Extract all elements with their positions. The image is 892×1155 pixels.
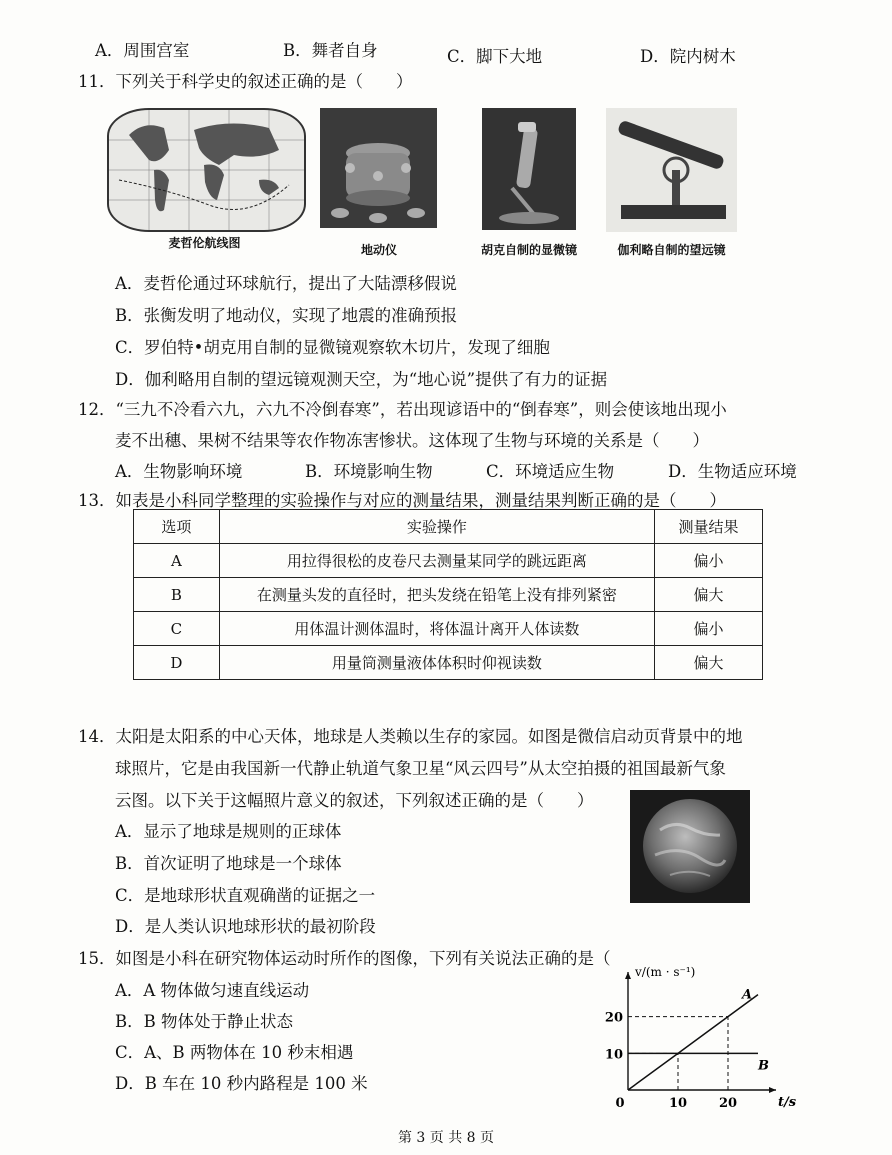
- cell-option: A: [134, 544, 220, 578]
- q10-option-a: A．周围宫室: [95, 41, 190, 60]
- q12-stem-line1: 12．“三九不冷看六九，六九不冷倒春寒”，若出现谚语中的“倒春寒”，则会使该地出现小: [78, 400, 727, 419]
- q10-option-b: B．舞者自身: [283, 41, 378, 60]
- header-operation: 实验操作: [219, 510, 654, 544]
- x-tick-label: 10: [668, 1096, 688, 1111]
- page-footer: 第 3 页 共 8 页: [397, 1130, 495, 1146]
- earth-photo-image: [630, 790, 750, 903]
- q14-option-a: A．显示了地球是规则的正球体: [115, 822, 342, 841]
- q12-stem-line2: 麦不出穗、果树不结果等农作物冻害惨状。这体现了生物与环境的关系是（ ）: [115, 431, 709, 450]
- table-row: [134, 544, 763, 578]
- q10-option-c: C．脚下大地: [447, 47, 543, 66]
- q12-option-b: B．环境影响生物: [305, 462, 433, 481]
- table-row: [134, 578, 763, 612]
- q12-option-a: A．生物影响环境: [115, 462, 243, 481]
- galileo-telescope-image: [606, 108, 737, 232]
- q14-option-d: D．是人类认识地球形状的最初阶段: [115, 917, 376, 936]
- cell-operation: 用量筒测量液体体积时仰视读数: [219, 646, 654, 680]
- series-label-b: B: [758, 1058, 769, 1074]
- q11-option-b: B．张衡发明了地动仪，实现了地震的准确预报: [115, 306, 458, 325]
- q12-option-d: D．生物适应环境: [668, 462, 797, 481]
- cell-result: 偏大: [654, 646, 762, 680]
- series-line-a: [628, 995, 758, 1090]
- header-option: 选项: [134, 510, 220, 544]
- x-axis-label: t/s: [778, 1095, 797, 1110]
- y-tick-label: 10: [604, 1047, 623, 1063]
- q14-option-b: B．首次证明了地球是一个球体: [115, 854, 342, 873]
- q14-option-c: C．是地球形状直观确凿的证据之一: [115, 886, 376, 905]
- cell-operation: 用体温计测体温时，将体温计离开人体读数: [219, 612, 654, 646]
- cell-operation: 用拉得很松的皮卷尺去测量某同学的跳远距离: [219, 544, 654, 578]
- caption-telescope: 伽利略自制的望远镜: [617, 243, 726, 257]
- q14-stem-line1: 14．太阳是太阳系的中心天体，地球是人类赖以生存的家园。如图是微信启动页背景中的地: [78, 727, 743, 746]
- q15-option-d: D．B 车在 10 秒内路程是 100 米: [115, 1074, 368, 1093]
- magellan-route-map-image: [107, 108, 306, 232]
- q11-option-c: C．罗伯特•胡克用自制的显微镜观察软木切片，发现了细胞: [115, 338, 550, 357]
- q13-stem: 13．如表是小科同学整理的实验操作与对应的测量结果，测量结果判断正确的是（ ）: [78, 491, 726, 510]
- q11-option-a: A．麦哲伦通过环球航行，提出了大陆漂移假说: [115, 274, 457, 293]
- q15-option-b: B．B 物体处于静止状态: [115, 1012, 293, 1031]
- q14-stem-line2: 球照片，它是由我国新一代静止轨道气象卫星“风云四号”从太空拍摄的祖国最新气象: [115, 759, 726, 778]
- q15-stem: 15．如图是小科在研究物体运动时所作的图像，下列有关说法正确的是（: [78, 949, 611, 968]
- table-row: [134, 646, 763, 680]
- caption-magellan-map: 麦哲伦航线图: [168, 236, 241, 250]
- y-axis-label: v/(m · s⁻¹): [635, 965, 696, 979]
- y-axis-arrow: [625, 972, 631, 979]
- experiment-table: [133, 509, 763, 680]
- x-tick-label: 0: [615, 1096, 625, 1111]
- velocity-time-chart: [600, 965, 797, 1115]
- cell-result: 偏大: [654, 578, 762, 612]
- header-result: 测量结果: [654, 510, 762, 544]
- cell-result: 偏小: [654, 612, 762, 646]
- hooke-microscope-image: [482, 108, 576, 230]
- x-axis-arrow: [769, 1087, 776, 1093]
- table-row: [134, 612, 763, 646]
- q11-stem: 11．下列关于科学史的叙述正确的是（ ）: [78, 72, 413, 91]
- cell-result: 偏小: [654, 544, 762, 578]
- q10-option-d: D．院内树木: [640, 47, 736, 66]
- y-tick-label: 20: [604, 1010, 623, 1026]
- q15-option-c: C．A、B 两物体在 10 秒末相遇: [115, 1043, 354, 1062]
- cell-option: D: [134, 646, 220, 680]
- q15-option-a: A．A 物体做匀速直线运动: [115, 981, 310, 1000]
- table-header-row: [134, 510, 763, 544]
- q14-stem-line3: 云图。以下关于这幅照片意义的叙述，下列叙述正确的是（ ）: [115, 791, 594, 810]
- q12-option-c: C．环境适应生物: [486, 462, 615, 481]
- cell-option: C: [134, 612, 220, 646]
- series-label-a: A: [742, 987, 753, 1003]
- seismoscope-image: [320, 108, 437, 228]
- cell-option: B: [134, 578, 220, 612]
- q11-option-d: D．伽利略用自制的望远镜观测天空，为“地心说”提供了有力的证据: [115, 370, 608, 389]
- caption-seismoscope: 地动仪: [360, 243, 397, 257]
- caption-microscope: 胡克自制的显微镜: [480, 243, 577, 257]
- cell-operation: 在测量头发的直径时，把头发绕在铅笔上没有排列紧密: [219, 578, 654, 612]
- x-tick-label: 20: [718, 1096, 738, 1111]
